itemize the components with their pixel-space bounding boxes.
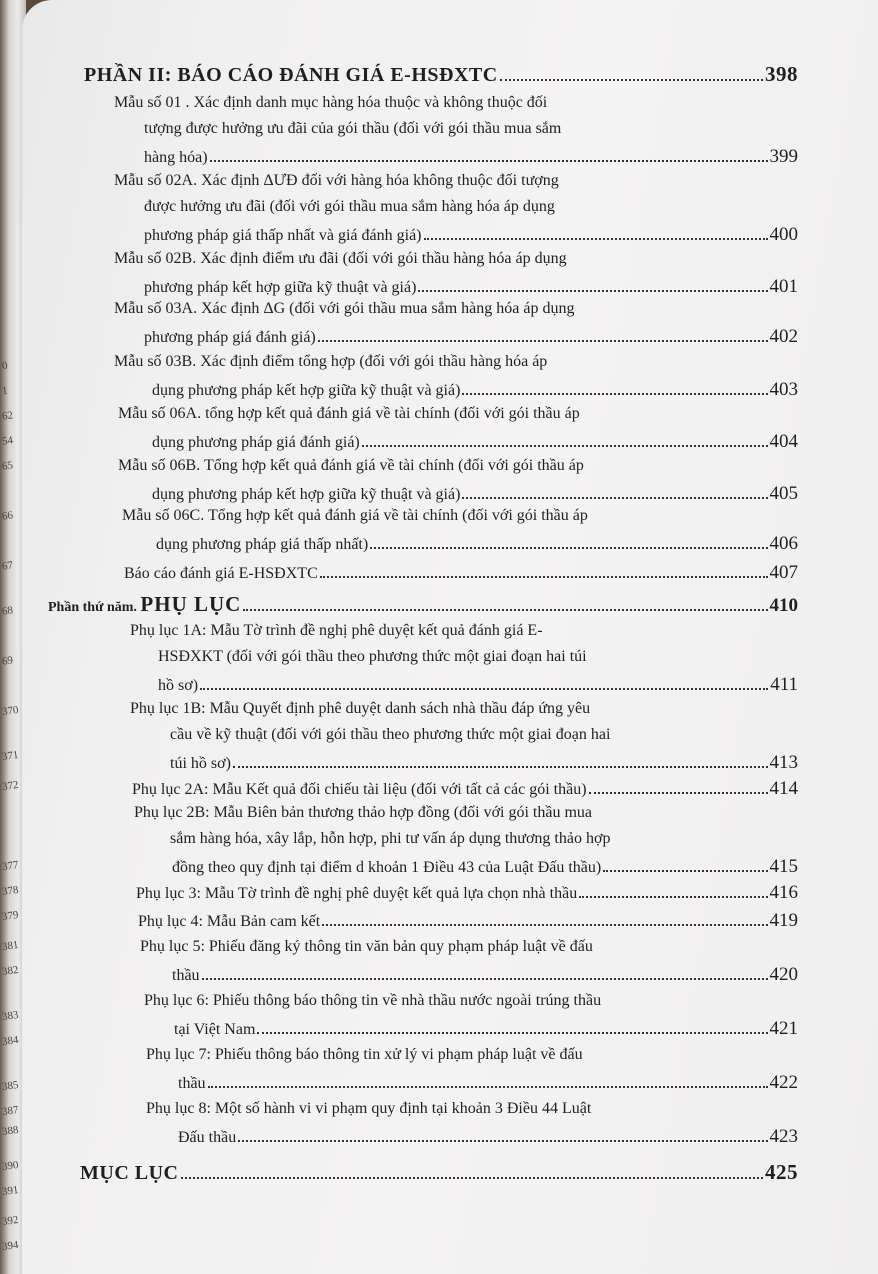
toc-text: Mẫu số 01 . Xác định danh mục hàng hóa thuộc và không thuộc đối [114, 94, 548, 111]
toc-text: tại Việt Nam [174, 1021, 256, 1038]
page-number: 399 [769, 146, 798, 167]
toc-text: túi hồ sơ) [170, 755, 231, 772]
toc-text: dụng phương pháp kết hợp giữa kỹ thuật và giá) [152, 486, 461, 503]
appendix-line [146, 1100, 591, 1118]
part2-heading [84, 62, 798, 87]
appendix-line [158, 648, 587, 666]
page-number: 398 [765, 62, 798, 86]
toc-text: dụng phương pháp giá thấp nhất) [156, 536, 369, 553]
toc-text: thầu [172, 967, 200, 984]
delta-symbol: ΔƯĐ [263, 172, 298, 189]
appendix-line [170, 726, 610, 744]
toc-text: Mẫu số 06A. tổng hợp kết quả đánh giá về tài chính (đối với gói thầu áp [118, 405, 580, 422]
appendix-line [172, 856, 798, 878]
toc-text: cầu về kỹ thuật (đối với gói thầu theo phương thức một giai đoạn hai [170, 726, 611, 743]
dot-leader [418, 288, 767, 292]
margin-number: 370 [1, 703, 20, 719]
toc-text: hồ sơ) [158, 677, 199, 694]
part2-heading-text: PHẦN II: BÁO CÁO ĐÁNH GIÁ E-HSĐXTC [84, 64, 498, 86]
appendix-line [178, 1072, 798, 1094]
page-number: 411 [770, 674, 798, 695]
toc-text: Phụ lục 8: Một số hành vi vi phạm quy định tại khoản 3 Điều 44 Luật [146, 1100, 592, 1117]
page-number: 415 [769, 856, 798, 877]
toc-text: Phụ lục 3: Mẫu Tờ trình đề nghị phê duyệt kết quả lựa chọn nhà thầu [136, 885, 578, 902]
margin-number: 378 [1, 883, 20, 899]
page-number: 413 [769, 752, 798, 773]
table-of-contents [22, 0, 878, 1274]
toc-line [114, 300, 574, 318]
page-number: 419 [769, 910, 798, 931]
delta-symbol: ΔG [263, 300, 286, 317]
margin-number: 68 [1, 604, 14, 618]
toc-line [144, 198, 555, 216]
dot-leader [208, 1084, 768, 1088]
page-number: 420 [769, 964, 798, 985]
dot-leader [500, 77, 763, 81]
toc-text: hàng hóa) [144, 149, 208, 166]
toc-text: Phụ lục 1A: Mẫu Tờ trình đề nghị phê duyệt kết quả đánh giá E- [130, 622, 543, 639]
dot-leader [462, 391, 767, 395]
toc-line [144, 120, 561, 138]
appendix-line [178, 1126, 798, 1148]
margin-number: 54 [1, 434, 14, 448]
dot-leader [202, 976, 768, 980]
toc-text: Phụ lục 4: Mẫu Bản cam kết [138, 913, 321, 930]
toc-text: Phụ lục 6: Phiếu thông báo thông tin về nhà thầu nước ngoài trúng thầu [144, 992, 602, 1009]
page-number: 414 [769, 778, 798, 799]
toc-text: dụng phương pháp kết hợp giữa kỹ thuật và giá) [152, 382, 461, 399]
appendix-line [130, 622, 543, 640]
toc-text: (đối với gói thầu mua sắm hàng hóa áp dụng [285, 300, 575, 317]
page-number: 423 [769, 1126, 798, 1147]
margin-number: 69 [1, 654, 14, 668]
page-number: 416 [769, 882, 798, 903]
appendix-line [132, 778, 798, 800]
margin-number: 379 [1, 908, 20, 924]
margin-number: 390 [1, 1158, 20, 1174]
toc-text: Phụ lục 5: Phiếu đăng ký thông tin văn bản quy phạm pháp luật về đấu [140, 938, 593, 955]
dot-leader [370, 545, 767, 549]
appendix-line [138, 910, 798, 932]
margin-number: 394 [1, 1238, 20, 1254]
margin-number: 377 [1, 858, 20, 874]
toc-text: HSĐXKT (đối với gói thầu theo phương thức một giai đoạn hai túi [158, 648, 587, 665]
margin-number: 1 [1, 384, 9, 398]
toc-line [124, 562, 798, 584]
part5-heading-big: PHỤ LỤC [140, 592, 242, 616]
margin-number: 371 [1, 748, 20, 764]
toc-text: đồng theo quy định tại điểm d khoản 1 Điều 43 của Luật Đấu thầu) [172, 859, 602, 876]
margin-number: 372 [1, 778, 20, 794]
toc-heading [80, 1160, 798, 1185]
toc-line [114, 353, 547, 371]
page-number: 425 [765, 1160, 798, 1184]
toc-line [122, 507, 588, 525]
dot-leader [210, 158, 768, 162]
toc-line [144, 326, 798, 348]
page-number: 421 [769, 1018, 798, 1039]
appendix-line [144, 992, 601, 1010]
toc-line [118, 457, 584, 475]
toc-text: Mẫu số 02A. Xác định [114, 172, 264, 189]
margin-number: 67 [1, 559, 14, 573]
toc-line [156, 533, 798, 555]
dot-leader [200, 686, 768, 690]
page-number: 404 [769, 431, 798, 452]
margin-number: 384 [1, 1033, 20, 1049]
toc-text: phương pháp giá thấp nhất và giá đánh giá) [144, 227, 422, 244]
margin-number: 391 [1, 1183, 20, 1199]
toc-text: được hưởng ưu đãi (đối với gói thầu mua sắm hàng hóa áp dụng [144, 198, 555, 215]
appendix-line [172, 964, 798, 986]
dot-leader [424, 236, 768, 240]
toc-line [144, 276, 798, 298]
margin-number: 387 [1, 1103, 20, 1119]
toc-text: phương pháp giá đánh giá) [144, 329, 316, 346]
appendix-line [146, 1046, 583, 1064]
dot-leader [579, 894, 767, 898]
page-number: 407 [769, 562, 798, 583]
page-number: 400 [769, 224, 798, 245]
appendix-line [170, 830, 610, 848]
appendix-line [174, 1018, 798, 1040]
appendix-line [140, 938, 593, 956]
toc-line [118, 405, 580, 423]
part5-heading-small: Phần thứ năm. [48, 600, 141, 615]
page-number: 403 [769, 379, 798, 400]
page [22, 0, 878, 1274]
page-number: 410 [769, 595, 798, 616]
toc-text: Mẫu số 03A. Xác định [114, 300, 264, 317]
dot-leader [320, 574, 768, 578]
toc-line [114, 250, 567, 268]
toc-text: đối với hàng hóa không thuộc đối tượng [297, 172, 559, 189]
margin-number: 66 [1, 509, 14, 523]
appendix-line [158, 674, 798, 696]
toc-text: Đấu thầu [178, 1129, 237, 1146]
toc-line [152, 483, 798, 505]
toc-text: Phụ lục 2B: Mẫu Biên bản thương thảo hợp đồng (đối với gói thầu mua [134, 804, 593, 821]
toc-line [114, 172, 559, 190]
toc-text: tượng được hưởng ưu đãi của gói thầu (đối với gói thầu mua sắm [144, 120, 562, 137]
appendix-line [170, 752, 798, 774]
appendix-line [136, 882, 798, 904]
toc-line [144, 224, 798, 246]
toc-text: Mẫu số 02B. Xác định điểm ưu đãi (đối với gói thầu hàng hóa áp dụng [114, 250, 567, 267]
dot-leader [257, 1030, 767, 1034]
margin-number: 392 [1, 1213, 20, 1229]
appendix-line [134, 804, 592, 822]
toc-text: Phụ lục 1B: Mẫu Quyết định phê duyệt danh sách nhà thầu đáp ứng yêu [130, 700, 591, 717]
dot-leader [362, 443, 768, 447]
dot-leader [589, 790, 768, 794]
dot-leader [243, 607, 767, 611]
toc-text: Báo cáo đánh giá E-HSĐXTC [124, 565, 318, 582]
dot-leader [238, 1138, 767, 1142]
margin-number: 0 [1, 359, 9, 373]
toc-text: Phụ lục 2A: Mẫu Kết quả đối chiếu tài liệu (đối với tất cả các gói thầu) [132, 781, 587, 798]
toc-text: phương pháp kết hợp giữa kỹ thuật và giá) [144, 279, 417, 296]
margin-number: 62 [1, 409, 14, 423]
toc-text: sắm hàng hóa, xây lắp, hỗn hợp, phi tư vấn áp dụng thương thảo hợp [170, 830, 611, 847]
toc-text: Phụ lục 7: Phiếu thông báo thông tin xử lý vi phạm pháp luật về đấu [146, 1046, 583, 1063]
margin-number: 385 [1, 1078, 20, 1094]
margin-number: 65 [1, 459, 14, 473]
part5-heading [48, 592, 798, 617]
toc-line [114, 94, 547, 112]
page-number: 405 [769, 483, 798, 504]
toc-text: dụng phương pháp giá đánh giá) [152, 434, 360, 451]
toc-text: thầu [178, 1075, 206, 1092]
toc-line [144, 146, 798, 168]
page-number: 422 [769, 1072, 798, 1093]
dot-leader [322, 922, 767, 926]
dot-leader [318, 338, 768, 342]
toc-text: Mẫu số 03B. Xác định điểm tổng hợp (đối với gói thầu hàng hóa áp [114, 353, 548, 370]
margin-number: 383 [1, 1008, 20, 1024]
margin-number: 388 [1, 1123, 20, 1139]
toc-text: Mẫu số 06B. Tổng hợp kết quả đánh giá về tài chính (đối với gói thầu áp [118, 457, 584, 474]
page-number: 401 [769, 276, 798, 297]
toc-line [152, 379, 798, 401]
dot-leader [603, 868, 767, 872]
toc-line [152, 431, 798, 453]
toc-heading-text: MỤC LỤC [80, 1162, 179, 1184]
margin-number: 382 [1, 963, 20, 979]
margin-number: 381 [1, 938, 20, 954]
appendix-line [130, 700, 590, 718]
page-number: 406 [769, 533, 798, 554]
dot-leader [462, 495, 767, 499]
dot-leader [233, 764, 768, 768]
dot-leader [181, 1175, 764, 1179]
page-number: 402 [769, 326, 798, 347]
toc-text: Mẫu số 06C. Tổng hợp kết quả đánh giá về tài chính (đối với gói thầu áp [122, 507, 588, 524]
